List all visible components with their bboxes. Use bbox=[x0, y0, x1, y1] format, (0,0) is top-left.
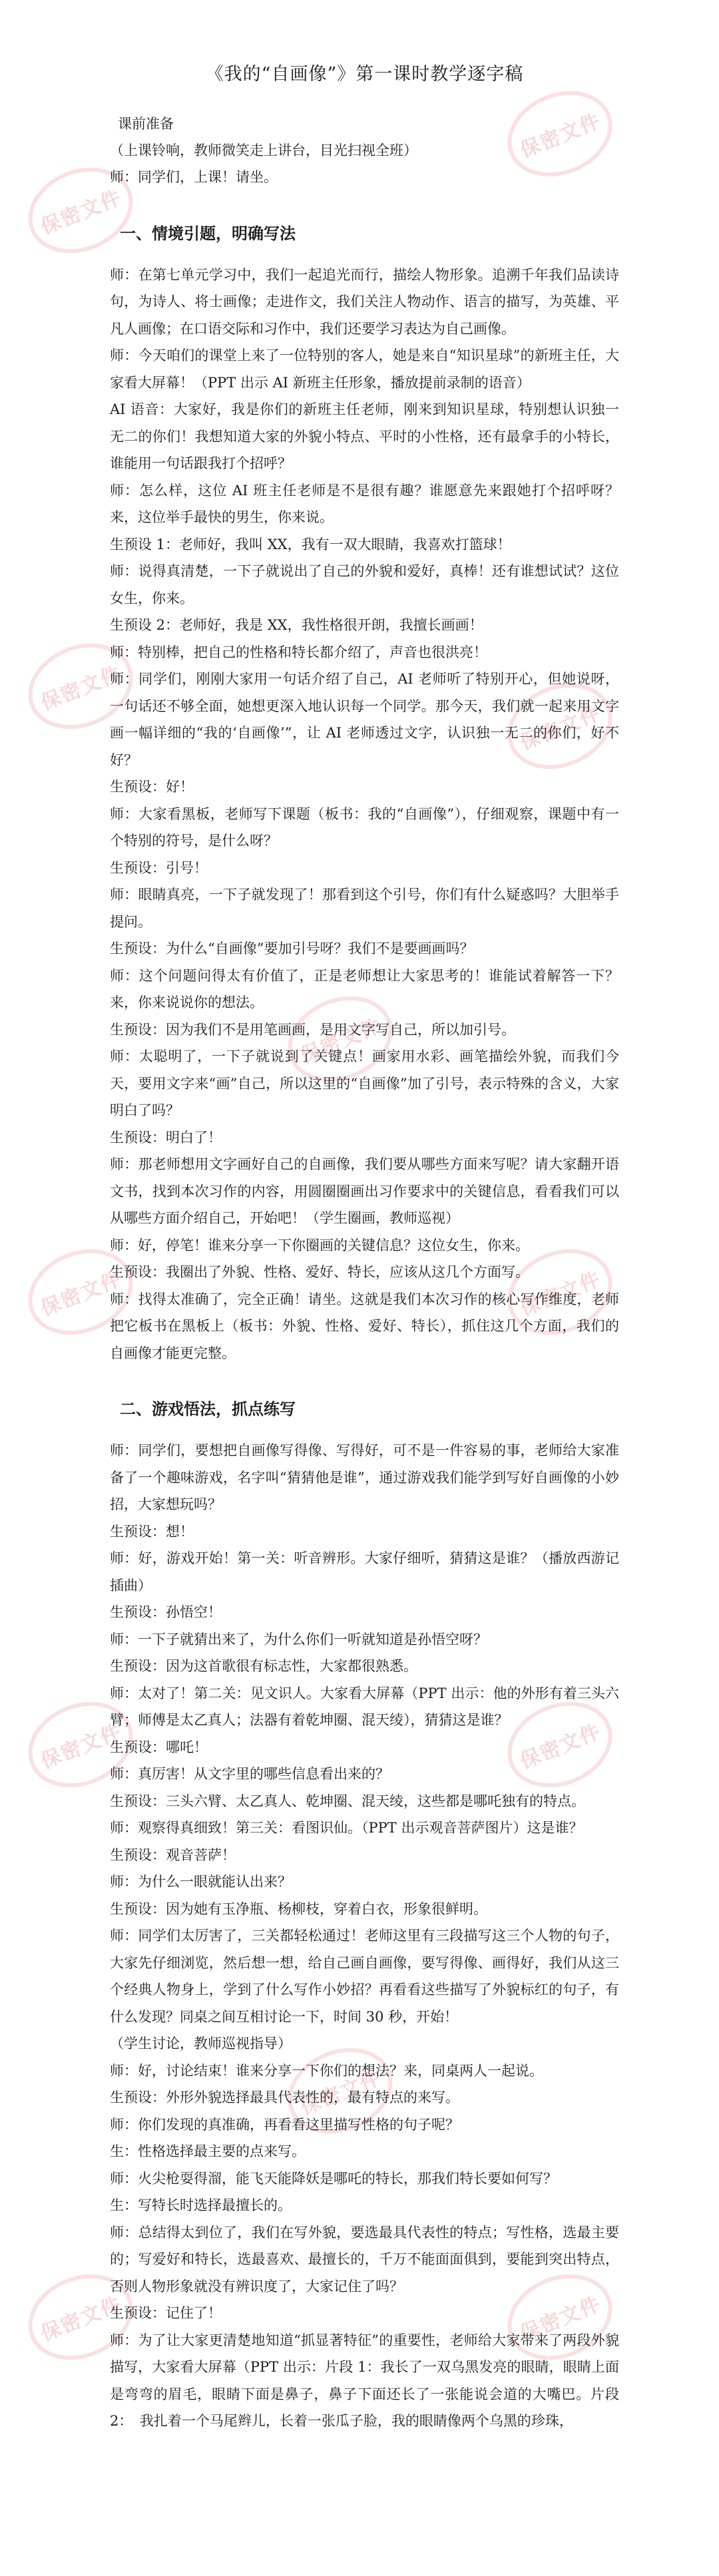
paragraph: 师：眼睛真亮，一下子就发现了！那看到这个引号，你们有什么疑惑吗？大胆举手提问。 bbox=[110, 887, 619, 930]
paragraph: 师：那老师想用文字画好自己的自画像，我们要从哪些方面来写呢？请大家翻开语文书，找到本次习作的内容，用圆圈圈画出习作要求中的关键信息，看看我们可以从哪些方面介绍自己，开始吧！（学生圈画，教师巡视） bbox=[110, 1156, 619, 1226]
paragraph: 生预设：观音菩萨！ bbox=[110, 1846, 236, 1863]
prep-note: （上课铃响，教师微笑走上讲台，目光扫视全班） bbox=[110, 142, 417, 158]
paragraph: 生预设 1：老师好，我叫 XX，我有一双大眼睛，我喜欢打篮球！ bbox=[110, 536, 511, 552]
watermark-seal-4: 保密文件 bbox=[495, 668, 625, 784]
section-body-1 bbox=[110, 262, 619, 1367]
opening-line: 师：同学们，上课！请坐。 bbox=[110, 169, 278, 185]
paragraph: 师：在第七单元学习中，我们一起追光而行，描绘人物形象。追溯千年我们品读诗句，为诗人、将士画像；走进作文，我们关注人物动作、语言的描写，为英雄、平凡人画像；在口语交际和习作中，我们还要学习表达为自己画像。 bbox=[110, 266, 619, 337]
paragraph: 师：今天咱们的课堂上来了一位特别的客人，她是来自“知识星球”的新班主任，大家看大屏幕！（PPT 出示 AI 新班主任形象，播放提前录制的语音） bbox=[110, 347, 619, 391]
paragraph: 生：写特长时选择最擅长的。 bbox=[110, 2197, 292, 2213]
paragraph: 师：太对了！第二关：见文识人。大家看大屏幕（PPT 出示：他的外形有着三头六臂；师傅是太乙真人；法器有着乾坤圈、混天绫），猜猜这是谁？ bbox=[110, 1685, 619, 1728]
section-body-2 bbox=[110, 1437, 619, 2435]
paragraph: 师：说得真清楚，一下子就说出了自己的外貌和爱好，真棒！还有谁想试试？这位女生，你来。 bbox=[110, 563, 619, 606]
document-content bbox=[110, 0, 619, 2435]
section-heading-1: 一、情境引题，明确写法 bbox=[120, 223, 296, 243]
paragraph: 师：为什么一眼就能认出来？ bbox=[110, 1874, 292, 1890]
watermark-seal-9: 保密文件 bbox=[495, 1687, 625, 1803]
paragraph: 生预设：因为这首歌很有标志性，大家都很熟悉。 bbox=[110, 1658, 417, 1674]
paragraph: 师：好，停笔！谁来分享一下你圈画的关键信息？这位女生，你来。 bbox=[110, 1237, 529, 1253]
watermark-seal-11: 保密文件 bbox=[15, 2259, 146, 2375]
paragraph: 生预设：外形外貌选择最具代表性的，最有特点的来写。 bbox=[110, 2089, 459, 2105]
paragraph: 师：怎么样，这位 AI 班主任老师是不是很有趣？谁愿意先来跟她打个招呼呀？来，这位举手最快的男生，你来说。 bbox=[110, 482, 619, 525]
paragraph: 生预设：我圈出了外貌、性格、爱好、特长，应该从这几个方面写。 bbox=[110, 1264, 529, 1280]
paragraph: 师：同学们，要想把自画像写得像、写得好，可不是一件容易的事，老师给大家准备了一个趣味游戏，名字叫“猜猜他是谁”，通过游戏我们能学到写好自画像的小妙招，大家想玩吗？ bbox=[110, 1442, 619, 1512]
paragraph: 师：同学们，刚刚大家用一句话介绍了自己，AI 老师听了特别开心，但她说呀，一句话还不够全面，她想更深入地认识每一个同学。那今天，我们就一起来用文字画一幅详细的“我的‘自画像’”，让 AI 老师透过文字，认识独一无二的你们，好不好？ bbox=[110, 671, 619, 768]
paragraph: 师：为了让大家更清楚地知道“抓显著特征”的重要性，老师给大家带来了两段外貌描写，大家看大屏幕（PPT 出示：片段 1：我长了一双乌黑发亮的眼睛，眼睛上面是弯弯的眉毛，眼睛下面是鼻子，鼻子下面还长了一张能说会道的大嘴巴。片段 2： 我扎着一个马尾辫儿，长着一张瓜子脸，我的眼睛像两个乌黑的珍珠， bbox=[110, 2332, 619, 2429]
paragraph: 师：好，游戏开始！第一关：听音辨形。大家仔细听，猜猜这是谁？（播放西游记插曲） bbox=[110, 1550, 619, 1594]
watermark-seal-6: 保密文件 bbox=[15, 1234, 146, 1350]
prep-label: 课前准备 bbox=[118, 116, 174, 132]
watermark-seal-8: 保密文件 bbox=[15, 1687, 146, 1803]
paragraph: 生预设：想！ bbox=[110, 1523, 194, 1540]
paragraph: 生预设：孙悟空！ bbox=[110, 1604, 222, 1620]
watermark-seal-5: 保密文件 bbox=[275, 981, 405, 1097]
paragraph: 师：这个问题问得太有价值了，正是老师想让大家思考的！谁能试着解答一下？来，你来说说你的想法。 bbox=[110, 967, 619, 1010]
paragraph: 生预设 2：老师好，我是 XX，我性格很开朗，我擅长画画！ bbox=[110, 617, 483, 633]
watermark-seal-12: 保密文件 bbox=[495, 2259, 625, 2375]
paragraph: 师：好，讨论结束！谁来分享一下你们的想法？来，同桌两人一起说。 bbox=[110, 2062, 543, 2079]
paragraph: 师：真厉害！从文字里的哪些信息看出来的？ bbox=[110, 1766, 389, 1782]
paragraph: 师：观察得真细致！第三关：看图识仙。（PPT 出示观音菩萨图片）这是谁？ bbox=[110, 1820, 583, 1836]
paragraph: 生预设：引号！ bbox=[110, 859, 208, 876]
paragraph: 师：一下子就猜出来了，为什么你们一听就知道是孙悟空呀？ bbox=[110, 1631, 487, 1647]
paragraph: 师：特别棒，把自己的性格和特长都介绍了，声音也很洪亮！ bbox=[110, 644, 487, 660]
watermark-seal-2: 保密文件 bbox=[495, 76, 625, 192]
paragraph: 师：同学们太厉害了，三关都轻松通过！老师这里有三段描写这三个人物的句子，大家先仔细浏览，然后想一想，给自己画自画像，要写得像、画得好，我们从这三个经典人物身上，学到了什么写作小妙招？再看看这些描写了外貌标红的句子，有什么发现？同桌之间互相讨论一下，时间 30 秒，开始！ bbox=[110, 1928, 619, 2025]
watermark-seal-1: 保密文件 bbox=[15, 152, 146, 268]
paragraph: （学生讨论，教师巡视指导） bbox=[110, 2036, 292, 2051]
paragraph: 生预设：明白了！ bbox=[110, 1129, 222, 1146]
paragraph: 生预设：三头六臂、太乙真人、乾坤圈、混天绫，这些都是哪吒独有的特点。 bbox=[110, 1793, 585, 1809]
paragraph: 师：火尖枪耍得溜，能飞天能降妖是哪吒的特长，那我们特长要如何写？ bbox=[110, 2170, 557, 2187]
paragraph: 师：大家看黑板，老师写下课题（板书：我的“自画像”），仔细观察，课题中有一个特别的符号，是什么呀？ bbox=[110, 805, 619, 849]
paragraph: 生预设：哪吒！ bbox=[110, 1739, 208, 1755]
paragraph: AI 语音：大家好，我是你们的新班主任老师，刚来到知识星球，特别想认识独一无二的你们！我想知道大家的外貌小特点、平时的小性格，还有最拿手的小特长，谁能用一句话跟我打个招呼？ bbox=[110, 401, 619, 471]
paragraph: 师：总结得太到位了，我们在写外貌，要选最具代表性的特点；写性格，选最主要的；写爱好和特长，选最喜欢、最擅长的，千万不能面面俱到，要能到突出特点，否则人物形象就没有辨识度了，大家记住了吗？ bbox=[110, 2224, 619, 2294]
paragraph: 生：性格选择最主要的点来写。 bbox=[110, 2143, 306, 2159]
paragraph: 生预设：记住了！ bbox=[110, 2305, 222, 2321]
paragraph: 生预设：因为她有玉净瓶、杨柳枝，穿着白衣，形象很鲜明。 bbox=[110, 1900, 487, 1917]
document-title: 《我的“自画像”》第一课时教学逐字稿 bbox=[205, 64, 524, 85]
watermark-seal-10: 保密文件 bbox=[275, 2033, 405, 2149]
section-heading-2: 二、游戏悟法，抓点练写 bbox=[120, 1399, 296, 1418]
paragraph: 生预设：好！ bbox=[110, 779, 194, 795]
paragraph: 师：你们发现的真准确，再看看这里描写性格的句子呢？ bbox=[110, 2116, 459, 2133]
watermark-seal-3: 保密文件 bbox=[15, 628, 146, 744]
watermark-seal-7: 保密文件 bbox=[495, 1234, 625, 1350]
paragraph: 师：找得太准确了，完全正确！请坐。这就是我们本次习作的核心写作维度，老师把它板书在黑板上（板书：外貌、性格、爱好、特长），抓住这几个方面，我们的自画像才能更完整。 bbox=[110, 1291, 619, 1361]
paragraph: 师：太聪明了，一下子就说到了关键点！画家用水彩、画笔描绘外貌，而我们今天，要用文字来“画”自己，所以这里的“自画像”加了引号，表示特殊的含义，大家明白了吗？ bbox=[110, 1048, 619, 1118]
paragraph: 生预设：因为我们不是用笔画画，是用文字写自己，所以加引号。 bbox=[110, 1021, 515, 1038]
paragraph: 生预设：为什么“自画像”要加引号呀？我们不是要画画吗？ bbox=[110, 941, 474, 957]
